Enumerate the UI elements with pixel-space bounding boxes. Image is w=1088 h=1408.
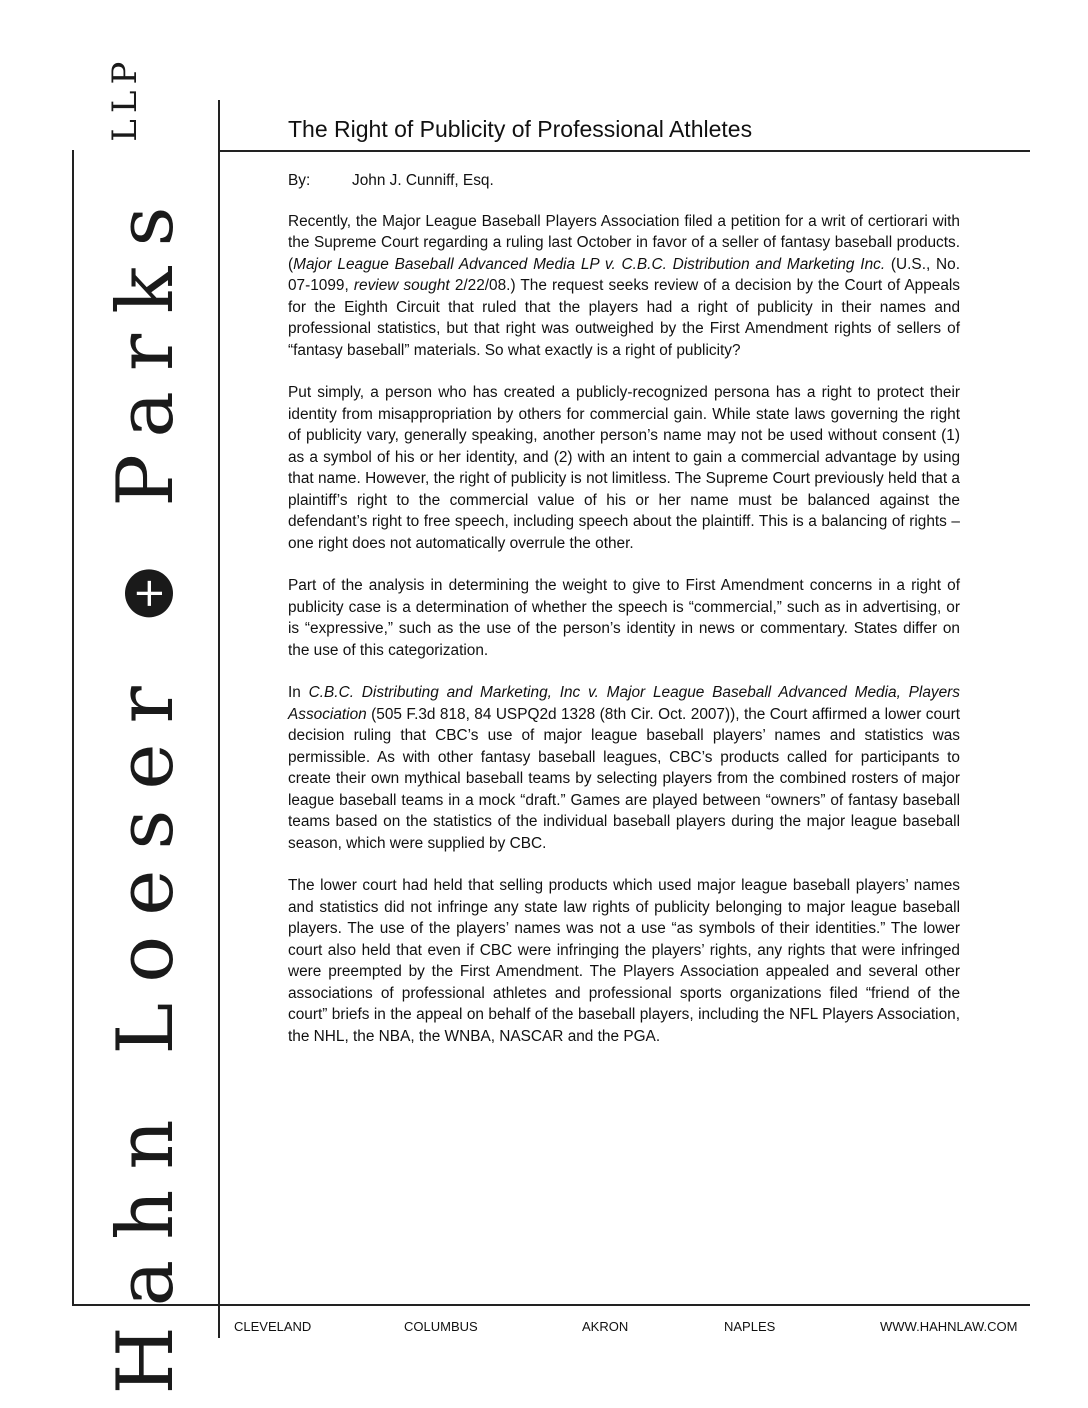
firm-logo bbox=[101, 55, 191, 1395]
case-citation: C.B.C. Distributing and Marketing, Inc v. Major League Baseball Advanced Media, Players Association bbox=[288, 684, 960, 723]
footer-office-akron: AKRON bbox=[582, 1319, 629, 1334]
footer bbox=[234, 1319, 1026, 1337]
byline bbox=[288, 170, 960, 192]
footer-rule bbox=[72, 1304, 1030, 1306]
sidebar-divider bbox=[218, 150, 220, 1338]
paragraph bbox=[288, 875, 960, 1047]
paragraph bbox=[288, 682, 960, 854]
paragraph bbox=[288, 211, 960, 362]
header-rule bbox=[218, 150, 1030, 152]
paragraph-text: (505 F.3d 818, 84 USPQ2d 1328 (8th Cir. Oct. 2007)), the Court affirmed a lower court decision ruling that CBC’s use of major league baseball players’ names and statistics was permissible. As with other fantasy baseball leagues, CBC’s products called for participants to create their own mythical baseball teams by selecting players from the combined rosters of major league baseball teams in a mock “draft.” Games are played between “owners” of fantasy baseball teams based on the statistics of the individual baseball players during the major league baseball season, which were supplied by CBC. bbox=[288, 705, 960, 852]
footer-office-naples: NAPLES bbox=[724, 1319, 776, 1334]
logo-name: Hahn Loeser bbox=[101, 666, 191, 1395]
byline-author: John J. Cunniff, Esq. bbox=[352, 172, 494, 189]
footer-office-cleveland: CLEVELAND bbox=[234, 1319, 312, 1334]
logo-left-rule bbox=[72, 150, 74, 1306]
paragraph bbox=[288, 575, 960, 661]
paragraph-text: Part of the analysis in determining the weight to give to First Amendment concerns in a right of publicity case is a determination of whether the speech is “commercial,” such as in advertising, or is “expressive,” such as the use of the person’s identity in news or commentary. States differ on the use of this categorization. bbox=[288, 577, 960, 659]
logo-plus-icon: + bbox=[125, 569, 173, 617]
paragraph-text: Put simply, a person who has created a publicly-recognized persona has a right to protect their identity from misappropriation by others for commercial gain. While state laws governing the right of publicity vary, generally speaking, another person’s name may not be used without consent (1) as a symbol of his or her identity, and (2) with an intent to gain a commercial advantage by using that name. However, the right of publicity is not limitless. The Supreme Court previously held that a plaintiff’s right to the commercial value of his or her name must be balanced against the defendant’s right to free speech, including speech about the plaintiff. This is a balancing of rights – one right does not automatically overrule the other. bbox=[288, 384, 960, 552]
paragraph-text: Recently, the Major League Baseball Players Association filed a petition for a writ of certiorari with the Supreme Court regarding a ruling last October in favor of a seller of fantasy baseball products. ( bbox=[288, 212, 960, 273]
article-title: The Right of Publicity of Professional Athletes bbox=[288, 116, 753, 142]
paragraph bbox=[288, 382, 960, 554]
paragraph-text: (U.S., No. 07-1099, bbox=[288, 255, 960, 294]
logo-name-2: Parks bbox=[101, 186, 191, 507]
logo-suffix: LLP bbox=[105, 55, 145, 142]
article-body bbox=[288, 170, 960, 1068]
frame-line-top-vertical bbox=[218, 100, 220, 152]
paragraph-text: In bbox=[288, 684, 309, 701]
case-citation: Major League Baseball Advanced Media LP v. C.B.C. Distribution and Marketing Inc. bbox=[293, 255, 886, 273]
case-citation: review sought bbox=[353, 277, 450, 294]
paragraph-text: 2/22/08.) The request seeks review of a decision by the Court of Appeals for the Eighth Circuit that ruled that the players had a right of publicity in their names and professional statistics, but that right was outweighed by the First Amendment rights of sellers of “fantasy baseball” materials. So what exactly is a right of publicity? bbox=[288, 277, 960, 359]
footer-office-columbus: COLUMBUS bbox=[404, 1319, 478, 1334]
footer-website-link[interactable]: WWW.HAHNLAW.COM bbox=[880, 1319, 1018, 1334]
paragraph-text: The lower court had held that selling products which used major league baseball players’ names and statistics did not infringe any state law rights of publicity belonging to major league baseball players. The use of the players’ names was not a use “as symbols of their identities.” The lower court also held that even if CBC were infringing the players’ rights, any rights that were infringed were preempted by the First Amendment. The Players Association appealed and several other associations of professional athletes and professional sports organizations filed “friend of the court” briefs in the appeal on behalf of the baseball players, including the NFL Players Association, the NHL, the NBA, the WNBA, NASCAR and the PGA. bbox=[288, 877, 960, 1045]
byline-label: By: bbox=[288, 172, 311, 189]
paragraph-list bbox=[288, 211, 960, 1048]
